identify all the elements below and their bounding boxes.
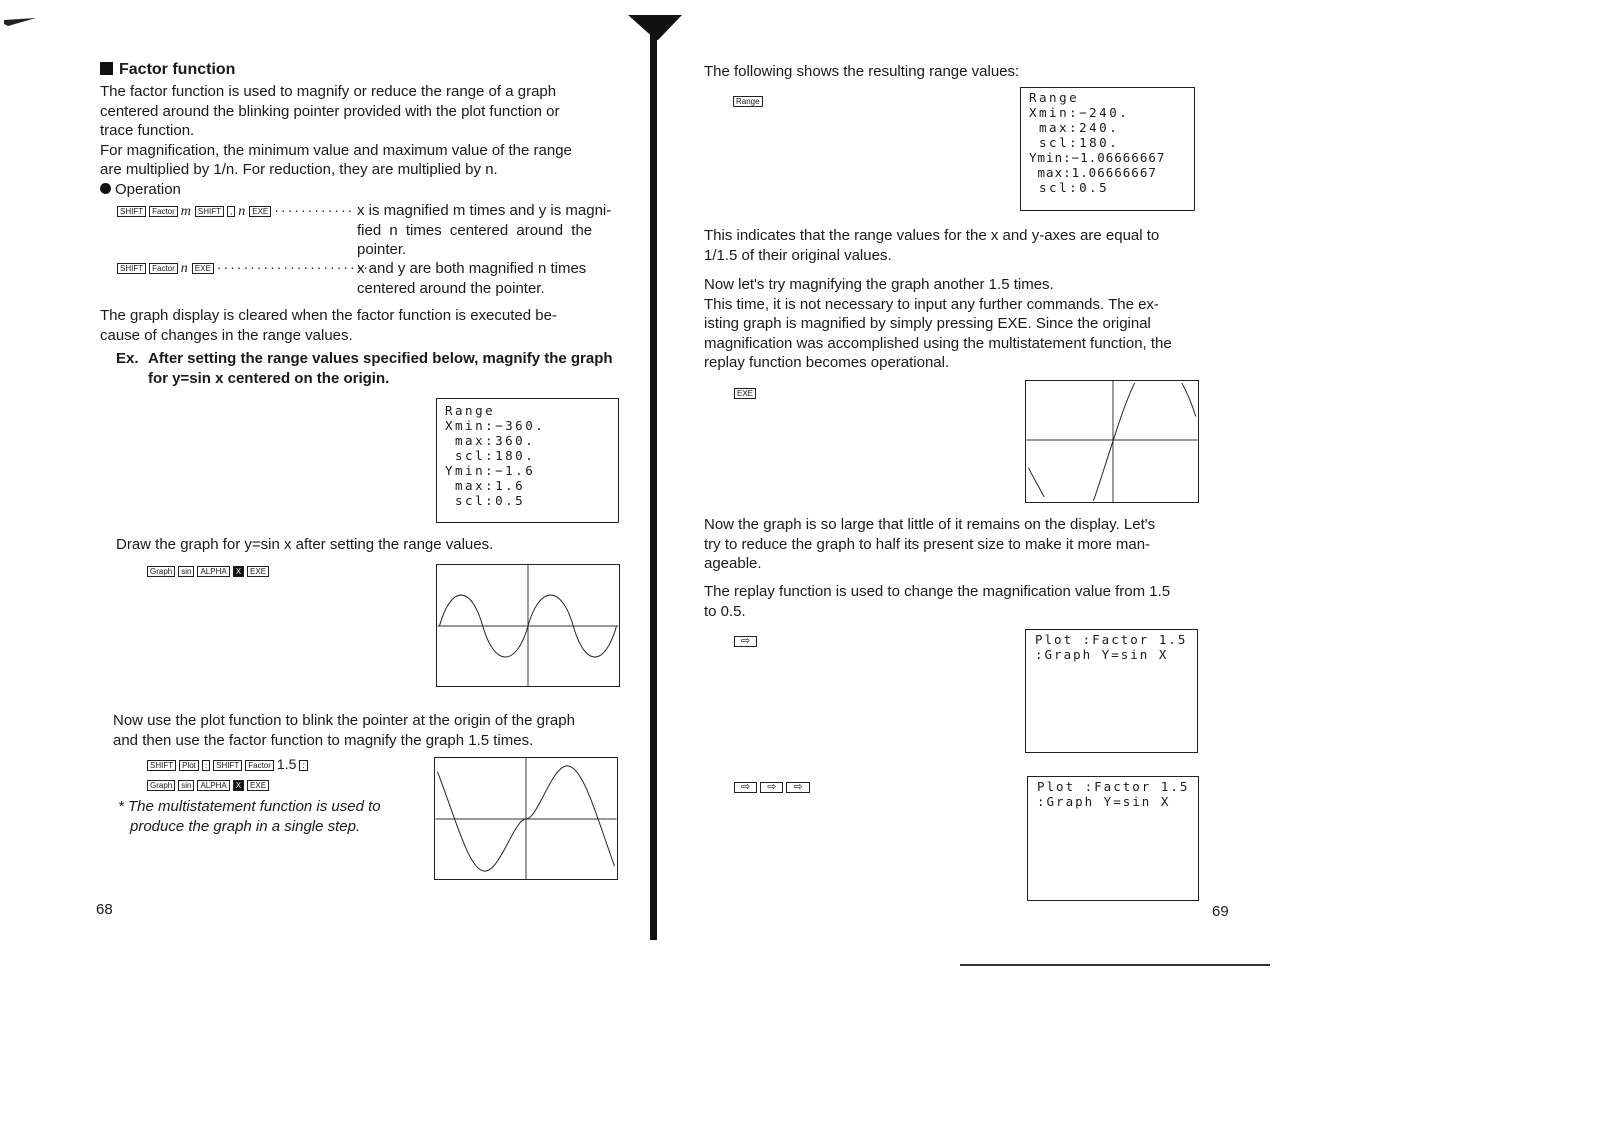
graph-screen-3 xyxy=(1025,380,1199,503)
replay-screen-2: Plot :Factor 1.5 :Graph Y=sin X xyxy=(1027,776,1199,901)
plot-keys-1: SHIFT Plot : SHIFT Factor 1.5 : xyxy=(147,756,311,772)
replay-screen-1: Plot :Factor 1.5 :Graph Y=sin X xyxy=(1025,629,1198,753)
draw-keys: Graph sin ALPHA X EXE xyxy=(147,562,272,578)
round-bullet-icon xyxy=(100,183,111,194)
multistatement-note: * The multistatement function is used to produce the graph in a single step. xyxy=(118,798,381,835)
intro-paragraph: The factor function is used to magnify or reduce the range of a graph centered around the blinking pointer provided with the plot function or trace function. For magnification, the minimum value and maximum value of the range are multiplied by 1/n. For reduction, they are multiplied by n. xyxy=(100,83,572,178)
following-text: The following shows the resulting range values: xyxy=(704,63,1020,80)
graph-screen-1 xyxy=(436,564,620,687)
scan-line xyxy=(960,964,1270,966)
another-paragraph: Now let's try magnifying the graph another 1.5 times. This time, it is not necessary to input any further commands. The ex- isting graph is magnified by simply pressing EXE. Since the original magnification was accomplished using the multistatement function, the replay function becomes operational. xyxy=(704,276,1172,371)
section-heading: Factor function xyxy=(100,60,235,80)
plot-keys-2: Graph sin ALPHA X EXE xyxy=(147,776,272,792)
arrow-key-single: ⇨ xyxy=(734,632,760,648)
graph-screen-2 xyxy=(434,757,618,880)
plot-text: Now use the plot function to blink the pointer at the origin of the graph and then use the factor function to magnify the graph 1.5 times. xyxy=(113,712,575,749)
op1-keys: SHIFT Factor m SHIFT , n EXE ············ xyxy=(117,202,354,220)
range-screen-right: Range Xmin:−240. max:240. scl:180. Ymin:−1.06666667 max:1.06666667 scl:0.5 xyxy=(1020,87,1195,211)
large-paragraph: Now the graph is so large that little of it remains on the display. Let's try to reduce the graph to half its present size to make it more man- ageable. xyxy=(704,516,1156,572)
op2-desc: x and y are both magnified n times centered around the pointer. xyxy=(357,260,587,297)
replay-paragraph: The replay function is used to change the magnification value from 1.5 to 0.5. xyxy=(704,583,1171,620)
op2-keys: SHIFT Factor n EXE ························ xyxy=(117,259,377,277)
indicates-paragraph: This indicates that the range values for the x and y-axes are equal to 1/1.5 of their original values. xyxy=(704,227,1160,264)
corner-mark xyxy=(0,8,40,28)
operation-label: Operation xyxy=(100,180,181,200)
page-number-right: 69 xyxy=(1212,903,1229,920)
cleared-paragraph: The graph display is cleared when the factor function is executed be- cause of changes in the range values. xyxy=(100,307,557,344)
example-text: After setting the range values specified below, magnify the graph for y=sin x centered on the origin. xyxy=(148,350,613,387)
example-label: Ex. xyxy=(116,350,139,367)
range-screen-left: Range Xmin:−360. max:360. scl:180. Ymin:−1.6 max:1.6 scl:0.5 xyxy=(436,398,619,523)
draw-text: Draw the graph for y=sin x after setting the range values. xyxy=(116,536,494,553)
range-key: Range xyxy=(733,92,766,108)
page-number-left: 68 xyxy=(96,901,113,918)
square-bullet-icon xyxy=(100,62,113,75)
arrow-keys-triple: ⇨ ⇨ ⇨ xyxy=(734,778,813,794)
exe-key: EXE xyxy=(734,384,759,400)
op1-desc: x is magnified m times and y is magni- fied n times centered around the pointer. xyxy=(357,202,612,258)
